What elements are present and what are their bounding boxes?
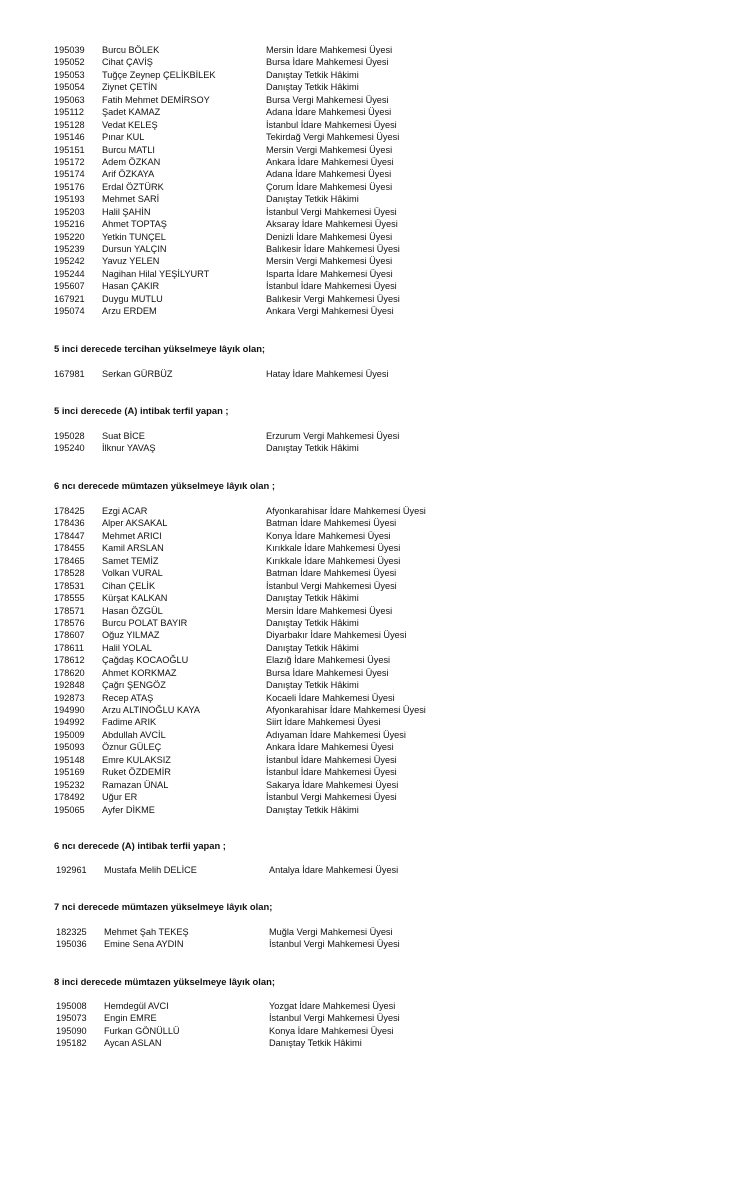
list-item — [0, 1012, 746, 1024]
person-name: Mustafa Melih DELİCE — [104, 865, 197, 875]
person-name: Burcu POLAT BAYIR — [102, 617, 188, 628]
person-name: Arzu ALTINOĞLU KAYA — [102, 705, 201, 715]
court-position: Danıştay Tetkik Hâkimi — [266, 82, 359, 93]
person-name: Oğuz YILMAZ — [102, 630, 160, 641]
record-id: 192961 — [56, 865, 87, 875]
person-name: Yetkin TUNÇEL — [102, 231, 166, 242]
record-id: 195112 — [54, 107, 84, 118]
court-position: Batman İdare Mahkemesi Üyesi — [266, 518, 397, 529]
person-name: Fadime ARIK — [102, 717, 157, 728]
block-5-rows — [0, 864, 746, 876]
person-name: Uğur ER — [102, 792, 138, 803]
court-position: Afyonkarahisar İdare Mahkemesi Üyesi — [266, 705, 426, 715]
court-position: Aksaray İdare Mahkemesi Üyesi — [266, 219, 398, 230]
list-item — [0, 168, 746, 180]
court-position: Tekirdağ Vergi Mahkemesi Üyesi — [266, 132, 400, 143]
list-item — [0, 156, 746, 168]
list-item — [0, 654, 746, 666]
person-name: Suat BİCE — [102, 431, 145, 441]
court-position: Erzurum Vergi Mahkemesi Üyesi — [266, 431, 400, 441]
court-position: Yozgat İdare Mahkemesi Üyesi — [269, 1001, 396, 1011]
list-item — [0, 716, 746, 728]
record-id: 178620 — [54, 667, 85, 678]
heading-6-mumtazen: 6 ncı derecede mümtazen yükselmeye lâyık olan ; — [54, 480, 275, 491]
list-item — [0, 926, 746, 938]
record-id: 194992 — [54, 717, 85, 728]
court-position: İstanbul Vergi Mahkemesi Üyesi — [269, 939, 400, 950]
record-id: 192873 — [54, 692, 85, 703]
court-position: Bursa Vergi Mahkemesi Üyesi — [266, 94, 389, 105]
record-id: 195607 — [54, 281, 85, 292]
court-position: Danıştay Tetkik Hâkimi — [266, 443, 359, 454]
block-4-rows — [0, 505, 746, 816]
heading-5-tercihan: 5 inci derecede tercihan yükselmeye lâyık olan; — [54, 343, 266, 354]
person-name: Halil ŞAHİN — [102, 206, 151, 217]
record-id: 178611 — [54, 642, 84, 653]
list-item — [0, 442, 746, 454]
court-position: Adana İdare Mahkemesi Üyesi — [266, 107, 392, 118]
court-position: Adana İdare Mahkemesi Üyesi — [266, 169, 392, 180]
person-name: Çağrı ŞENGÖZ — [102, 680, 166, 691]
block-3 — [0, 430, 746, 455]
list-item — [0, 542, 746, 554]
list-item — [0, 779, 746, 791]
person-name: Cihan ÇELİK — [102, 580, 156, 591]
record-id: 178447 — [54, 530, 85, 541]
court-position: Hatay İdare Mahkemesi Üyesi — [266, 369, 389, 379]
list-item — [0, 505, 746, 517]
person-name: Furkan GÖNÜLLÜ — [104, 1025, 180, 1036]
list-item — [0, 218, 746, 230]
court-position: Adıyaman İdare Mahkemesi Üyesi — [266, 729, 406, 740]
court-position: Elazığ İdare Mahkemesi Üyesi — [266, 655, 391, 666]
person-name: Cihat ÇAVİŞ — [102, 57, 153, 68]
record-id: 178492 — [54, 792, 85, 803]
record-id: 195052 — [54, 57, 85, 68]
court-position: İstanbul Vergi Mahkemesi Üyesi — [266, 580, 397, 591]
block-2-rows — [0, 368, 746, 380]
person-name: Ramazan ÜNAL — [102, 779, 169, 790]
record-id: 178436 — [54, 518, 85, 529]
list-item — [0, 368, 746, 380]
list-item — [0, 642, 746, 654]
court-position: Danıştay Tetkik Hâkimi — [266, 680, 359, 691]
list-item — [0, 94, 746, 106]
record-id: 195216 — [54, 219, 85, 230]
record-id: 195203 — [54, 206, 85, 217]
block-1 — [0, 44, 746, 318]
block-2 — [0, 368, 746, 380]
record-id: 195172 — [54, 156, 85, 167]
person-name: Abdullah AVCİL — [102, 729, 166, 740]
list-item — [0, 741, 746, 753]
person-name: İlknur YAVAŞ — [102, 443, 156, 454]
list-item — [0, 206, 746, 218]
list-item — [0, 1000, 746, 1012]
list-item — [0, 430, 746, 442]
record-id: 195176 — [54, 181, 85, 192]
list-item — [0, 530, 746, 542]
record-id: 195065 — [54, 804, 85, 815]
court-position: Bursa İdare Mahkemesi Üyesi — [266, 57, 389, 68]
record-id: 167981 — [54, 369, 85, 379]
record-id: 195009 — [54, 729, 85, 740]
court-position: Isparta İdare Mahkemesi Üyesi — [266, 268, 393, 279]
court-position: Batman İdare Mahkemesi Üyesi — [266, 568, 397, 579]
person-name: Ahmet KORKMAZ — [102, 667, 177, 678]
list-item — [0, 193, 746, 205]
court-position: İstanbul İdare Mahkemesi Üyesi — [266, 119, 397, 130]
list-item — [0, 268, 746, 280]
person-name: Şadet KAMAZ — [102, 107, 161, 118]
heading-5-intibak: 5 inci derecede (A) intibak terfil yapan ; — [54, 405, 229, 416]
record-id: 178607 — [54, 630, 85, 641]
record-id: 195054 — [54, 82, 85, 93]
list-item — [0, 804, 746, 816]
record-id: 195053 — [54, 69, 85, 80]
court-position: Danıştay Tetkik Hâkimi — [266, 69, 359, 80]
person-name: Öznur GÜLEÇ — [102, 742, 162, 753]
list-item — [0, 293, 746, 305]
court-position: Afyonkarahisar İdare Mahkemesi Üyesi — [266, 506, 426, 516]
court-position: Mersin İdare Mahkemesi Üyesi — [266, 45, 393, 55]
court-position: Danıştay Tetkik Hâkimi — [266, 593, 359, 604]
record-id: 195073 — [56, 1013, 87, 1024]
record-id: 195193 — [54, 194, 85, 205]
record-id: 178576 — [54, 617, 85, 628]
person-name: Samet TEMİZ — [102, 555, 159, 566]
record-id: 178528 — [54, 568, 85, 579]
list-item — [0, 567, 746, 579]
record-id: 195008 — [56, 1001, 87, 1011]
list-item — [0, 144, 746, 156]
record-id: 195093 — [54, 742, 85, 753]
record-id: 195182 — [56, 1038, 87, 1049]
person-name: Pınar KUL — [102, 132, 145, 143]
person-name: Vedat KELEŞ — [102, 119, 158, 130]
person-name: Arif ÖZKAYA — [102, 169, 155, 180]
person-name: Volkan VURAL — [102, 568, 163, 579]
record-id: 178612 — [54, 655, 85, 666]
person-name: Çağdaş KOCAOĞLU — [102, 655, 189, 666]
list-item — [0, 679, 746, 691]
person-name: Dursun YALÇIN — [102, 244, 167, 254]
court-position: İstanbul İdare Mahkemesi Üyesi — [266, 754, 397, 765]
person-name: Burcu BÖLEK — [102, 45, 160, 55]
heading-7-mumtazen: 7 nci derecede mümtazen yükselmeye lâyık olan; — [54, 901, 273, 912]
block-7-rows — [0, 1000, 746, 1050]
list-item — [0, 766, 746, 778]
record-id: 192848 — [54, 680, 85, 691]
record-id: 195169 — [54, 767, 85, 778]
court-position: İstanbul Vergi Mahkemesi Üyesi — [266, 792, 397, 803]
person-name: Ruket ÖZDEMİR — [102, 767, 171, 778]
list-item — [0, 864, 746, 876]
person-name: Burcu MATLI — [102, 144, 155, 155]
block-4 — [0, 505, 746, 816]
record-id: 194990 — [54, 705, 85, 715]
court-position: İstanbul Vergi Mahkemesi Üyesi — [266, 206, 397, 217]
record-id: 167921 — [54, 293, 85, 304]
person-name: Serkan GÜRBÜZ — [102, 369, 173, 379]
record-id: 178531 — [54, 580, 85, 591]
court-position: Çorum İdare Mahkemesi Üyesi — [266, 181, 393, 192]
court-position: Antalya İdare Mahkemesi Üyesi — [269, 865, 399, 875]
list-item — [0, 69, 746, 81]
list-item — [0, 938, 746, 950]
person-name: Ayfer DİKME — [102, 804, 155, 815]
list-item — [0, 305, 746, 317]
person-name: Alper AKSAKAL — [102, 518, 168, 529]
list-item — [0, 692, 746, 704]
list-item — [0, 56, 746, 68]
list-item — [0, 255, 746, 267]
person-name: Yavuz YELEN — [102, 256, 160, 267]
court-position: Bursa İdare Mahkemesi Üyesi — [266, 667, 389, 678]
record-id: 195174 — [54, 169, 85, 180]
block-7 — [0, 1000, 746, 1050]
court-position: Danıştay Tetkik Hâkimi — [266, 617, 359, 628]
court-position: Konya İdare Mahkemesi Üyesi — [266, 530, 391, 541]
record-id: 195036 — [56, 939, 87, 950]
person-name: Tuğçe Zeynep ÇELİKBİLEK — [102, 69, 216, 80]
list-item — [0, 580, 746, 592]
list-item — [0, 754, 746, 766]
list-item — [0, 605, 746, 617]
person-name: Ahmet TOPTAŞ — [102, 219, 167, 230]
list-item — [0, 231, 746, 243]
person-name: Kürşat KALKAN — [102, 593, 168, 604]
record-id: 195151 — [54, 144, 85, 155]
record-id: 178465 — [54, 555, 85, 566]
court-position: Mersin Vergi Mahkemesi Üyesi — [266, 144, 393, 155]
block-1-rows — [0, 44, 746, 318]
person-name: Erdal ÖZTÜRK — [102, 181, 164, 192]
record-id: 178555 — [54, 593, 85, 604]
person-name: Hemdegül AVCI — [104, 1001, 169, 1011]
person-name: Ezgi ACAR — [102, 506, 148, 516]
court-position: Balıkesir İdare Mahkemesi Üyesi — [266, 244, 400, 254]
list-item — [0, 517, 746, 529]
court-position: İstanbul İdare Mahkemesi Üyesi — [266, 767, 397, 778]
court-position: Kırıkkale İdare Mahkemesi Üyesi — [266, 543, 401, 554]
list-item — [0, 243, 746, 255]
list-item — [0, 555, 746, 567]
list-item — [0, 617, 746, 629]
record-id: 178425 — [54, 506, 85, 516]
list-item — [0, 704, 746, 716]
court-position: Danıştay Tetkik Hâkimi — [266, 194, 359, 205]
record-id: 195244 — [54, 268, 85, 279]
court-position: Muğla Vergi Mahkemesi Üyesi — [269, 927, 393, 937]
record-id: 195039 — [54, 45, 85, 55]
person-name: Recep ATAŞ — [102, 692, 154, 703]
court-position: Konya İdare Mahkemesi Üyesi — [269, 1025, 394, 1036]
record-id: 195090 — [56, 1025, 87, 1036]
heading-8-mumtazen: 8 inci derecede mümtazen yükselmeye lâyık olan; — [54, 976, 275, 987]
list-item — [0, 106, 746, 118]
person-name: Mehmet ARICI — [102, 530, 162, 541]
record-id: 182325 — [56, 927, 87, 937]
court-position: Danıştay Tetkik Hâkimi — [266, 804, 359, 815]
court-position: Kocaeli İdare Mahkemesi Üyesi — [266, 692, 395, 703]
person-name: Aycan ASLAN — [104, 1038, 162, 1049]
person-name: Fatih Mehmet DEMİRSOY — [102, 94, 210, 105]
court-position: Mersin Vergi Mahkemesi Üyesi — [266, 256, 393, 267]
record-id: 178455 — [54, 543, 85, 554]
record-id: 195242 — [54, 256, 85, 267]
person-name: Emine Sena AYDIN — [104, 939, 184, 950]
court-position: Ankara İdare Mahkemesi Üyesi — [266, 156, 394, 167]
person-name: Adem ÖZKAN — [102, 156, 161, 167]
list-item — [0, 729, 746, 741]
person-name: Mehmet SARİ — [102, 194, 160, 205]
court-position: Ankara İdare Mahkemesi Üyesi — [266, 742, 394, 753]
court-position: Mersin İdare Mahkemesi Üyesi — [266, 605, 393, 616]
person-name: Duygu MUTLU — [102, 293, 163, 304]
court-position: Kırıkkale İdare Mahkemesi Üyesi — [266, 555, 401, 566]
court-position: Sakarya İdare Mahkemesi Üyesi — [266, 779, 399, 790]
person-name: Engin EMRE — [104, 1013, 157, 1024]
block-3-rows — [0, 430, 746, 455]
court-position: İstanbul Vergi Mahkemesi Üyesi — [269, 1013, 400, 1024]
court-position: Diyarbakır İdare Mahkemesi Üyesi — [266, 630, 407, 641]
list-item — [0, 592, 746, 604]
record-id: 195074 — [54, 306, 85, 317]
person-name: Ziynet ÇETİN — [102, 82, 158, 93]
list-item — [0, 791, 746, 803]
person-name: Mehmet Şah TEKEŞ — [104, 927, 189, 937]
record-id: 195148 — [54, 754, 85, 765]
court-position: Danıştay Tetkik Hâkimi — [266, 642, 359, 653]
record-id: 195240 — [54, 443, 85, 454]
record-id: 195128 — [54, 119, 85, 130]
list-item — [0, 131, 746, 143]
block-6-rows — [0, 926, 746, 951]
list-item — [0, 667, 746, 679]
person-name: Emre KULAKSIZ — [102, 754, 171, 765]
person-name: Kamil ARSLAN — [102, 543, 164, 554]
person-name: Nagihan Hilal YEŞİLYURT — [102, 268, 210, 279]
record-id: 195239 — [54, 244, 85, 254]
list-item — [0, 119, 746, 131]
court-position: Siirt İdare Mahkemesi Üyesi — [266, 717, 381, 728]
court-position: Ankara Vergi Mahkemesi Üyesi — [266, 306, 394, 317]
record-id: 195146 — [54, 132, 85, 143]
list-item — [0, 181, 746, 193]
list-item — [0, 44, 746, 56]
heading-6-intibak: 6 ncı derecede (A) intibak terfii yapan ; — [54, 840, 226, 851]
person-name: Hasan ÖZGÜL — [102, 605, 163, 616]
record-id: 195220 — [54, 231, 85, 242]
record-id: 195063 — [54, 94, 85, 105]
court-position: Danıştay Tetkik Hâkimi — [269, 1038, 362, 1049]
block-5 — [0, 864, 746, 876]
record-id: 195028 — [54, 431, 85, 441]
court-position: İstanbul İdare Mahkemesi Üyesi — [266, 281, 397, 292]
person-name: Hasan ÇAKIR — [102, 281, 160, 292]
list-item — [0, 280, 746, 292]
court-position: Denizli İdare Mahkemesi Üyesi — [266, 231, 393, 242]
court-position: Balıkesir Vergi Mahkemesi Üyesi — [266, 293, 400, 304]
list-item — [0, 1037, 746, 1049]
list-item — [0, 81, 746, 93]
block-6 — [0, 926, 746, 951]
record-id: 195232 — [54, 779, 85, 790]
record-id: 178571 — [54, 605, 85, 616]
list-item — [0, 1025, 746, 1037]
list-item — [0, 629, 746, 641]
person-name: Arzu ERDEM — [102, 306, 157, 317]
person-name: Halil YOLAL — [102, 642, 152, 653]
